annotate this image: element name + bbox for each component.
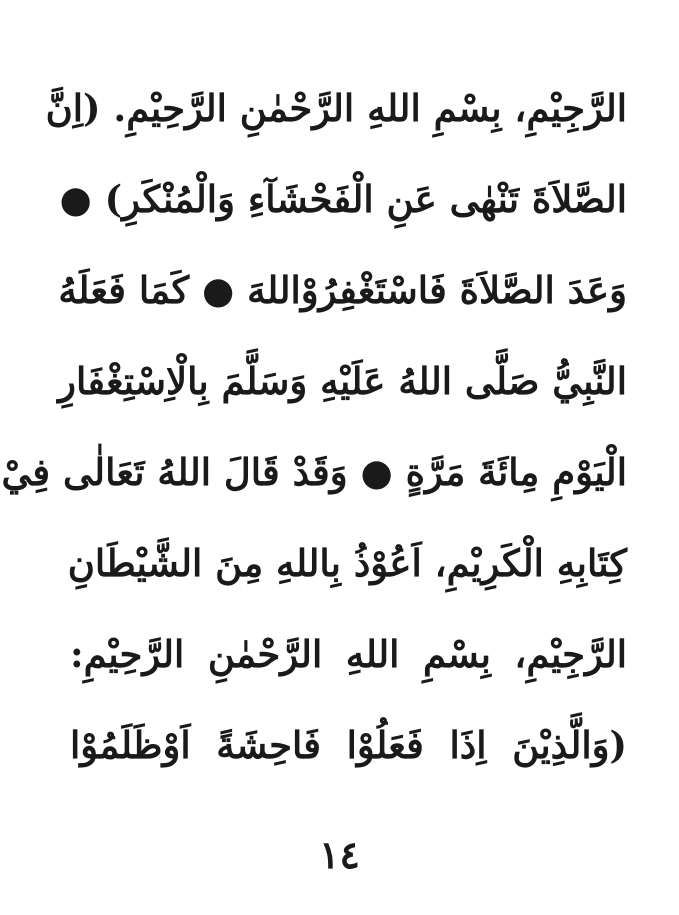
text-line-content: النَّبِيُّ صَلَّى اللهُ عَلَيْهِ وَسَلَّمَ بِالْاِسْتِغْفَارِ [58,358,627,403]
text-line [67,517,627,608]
page-number: ١٤ [319,832,360,877]
text-line-content: الْيَوْمِ مِائَةَ مَرَّةٍ ● وَقَدْ قَالَ اللهُ تَعَالٰى فِيْ [1,449,627,494]
arabic-text-block [1,62,627,790]
text-line [70,608,627,699]
text-line-content: الرَّجِيْمِ، بِسْمِ اللهِ الرَّحْمٰنِ الرَّحِيْمِ. (اِنَّ [45,85,627,130]
text-line-content: الصَّلاَةَ تَنْهٰى عَنِ الْفَحْشَآءِ وَالْمُنْكَرِ) ● [59,176,627,221]
text-line [70,699,627,790]
text-line [1,426,627,517]
text-line-content: (وَالَّذِيْنَ اِذَا فَعَلُوْا فَاحِشَةً اَوْظَلَمُوْا [70,722,627,767]
text-line [45,62,627,153]
text-line [59,153,627,244]
text-line [58,335,627,426]
text-line-content: الرَّجِيْمِ، بِسْمِ اللهِ الرَّحْمٰنِ الرَّحِيْمِ: [70,631,627,676]
text-line-content: وَعَدَ الصَّلاَةَ فَاسْتَغْفِرُوْاللهَ ● كَمَا فَعَلَهُ [58,267,627,312]
text-line-content: كِتَابِهِ الْكَرِيْمِ، اَعُوْذُ بِاللهِ مِنَ الشَّيْطَانِ [67,540,627,585]
text-line [58,244,627,335]
